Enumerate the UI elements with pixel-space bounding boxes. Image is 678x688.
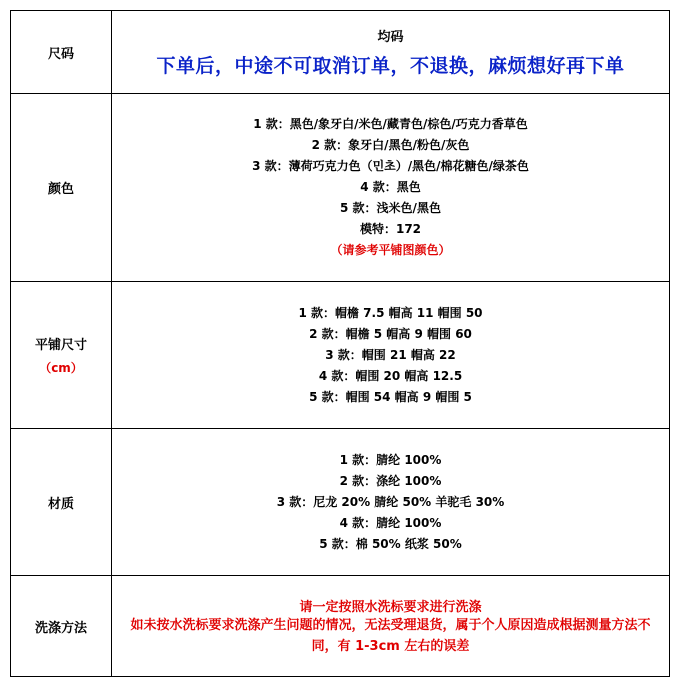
flat-size-label: 平铺尺寸 bbox=[34, 338, 87, 353]
row-color bbox=[11, 94, 670, 282]
row-flat-size bbox=[11, 282, 670, 429]
color-note: （请参考平铺图颜色） bbox=[330, 243, 451, 257]
wash-cell bbox=[112, 576, 670, 677]
color-line: 4 款：黑色 bbox=[360, 180, 421, 194]
material-line: 2 款：涤纶 100% bbox=[339, 473, 442, 488]
flat-size-line: 5 款：帽围 54 帽高 9 帽围 5 bbox=[309, 389, 472, 404]
flat-size-line: 3 款：帽围 21 帽高 22 bbox=[325, 347, 456, 362]
color-line: 3 款：薄荷巧克力色（민초）/黑色/棉花糖色/绿茶色 bbox=[252, 159, 529, 173]
model-height: 模特：172 bbox=[359, 222, 422, 236]
flat-size-line: 1 款：帽檐 7.5 帽高 11 帽围 50 bbox=[298, 305, 483, 320]
material-line: 4 款：腈纶 100% bbox=[339, 515, 442, 530]
label-material: 材质 bbox=[11, 429, 112, 576]
order-notice: 下单后，中途不可取消订单，不退换，麻烦想好再下单 bbox=[156, 55, 625, 77]
color-line: 2 款：象牙白/黑色/粉色/灰色 bbox=[311, 138, 470, 152]
product-spec-table bbox=[10, 10, 670, 677]
color-line: 1 款：黑色/象牙白/米色/藏青色/棕色/巧克力香草色 bbox=[253, 117, 528, 131]
wash-instruction: 请一定按照水洗标要求进行洗涤 bbox=[299, 599, 482, 615]
label-wash: 洗涤方法 bbox=[11, 576, 112, 677]
color-line: 5 款：浅米色/黑色 bbox=[340, 201, 441, 215]
material-line: 5 款：棉 50% 纸浆 50% bbox=[319, 536, 462, 551]
flat-size-unit: （cm） bbox=[39, 361, 83, 375]
size-cell bbox=[112, 11, 670, 94]
flat-size-cell bbox=[112, 282, 670, 429]
flat-size-line: 4 款：帽围 20 帽高 12.5 bbox=[318, 368, 463, 383]
flat-size-line: 2 款：帽檐 5 帽高 9 帽围 60 bbox=[309, 326, 472, 341]
color-cell bbox=[112, 94, 670, 282]
material-line: 3 款：尼龙 20% 腈纶 50% 羊驼毛 30% bbox=[276, 494, 505, 509]
material-cell bbox=[112, 429, 670, 576]
row-material bbox=[11, 429, 670, 576]
size-value: 均码 bbox=[377, 30, 404, 45]
label-size: 尺码 bbox=[11, 11, 112, 94]
row-size bbox=[11, 11, 670, 94]
label-flat-size bbox=[11, 282, 112, 429]
row-wash bbox=[11, 576, 670, 677]
material-line: 1 款：腈纶 100% bbox=[339, 452, 442, 467]
wash-disclaimer: 如未按水洗标要求洗涤产生问题的情况，无法受理退货，属于个人原因造成根据测量方法不同，有 1-3cm 左右的误差 bbox=[130, 617, 651, 654]
label-color: 颜色 bbox=[11, 94, 112, 282]
